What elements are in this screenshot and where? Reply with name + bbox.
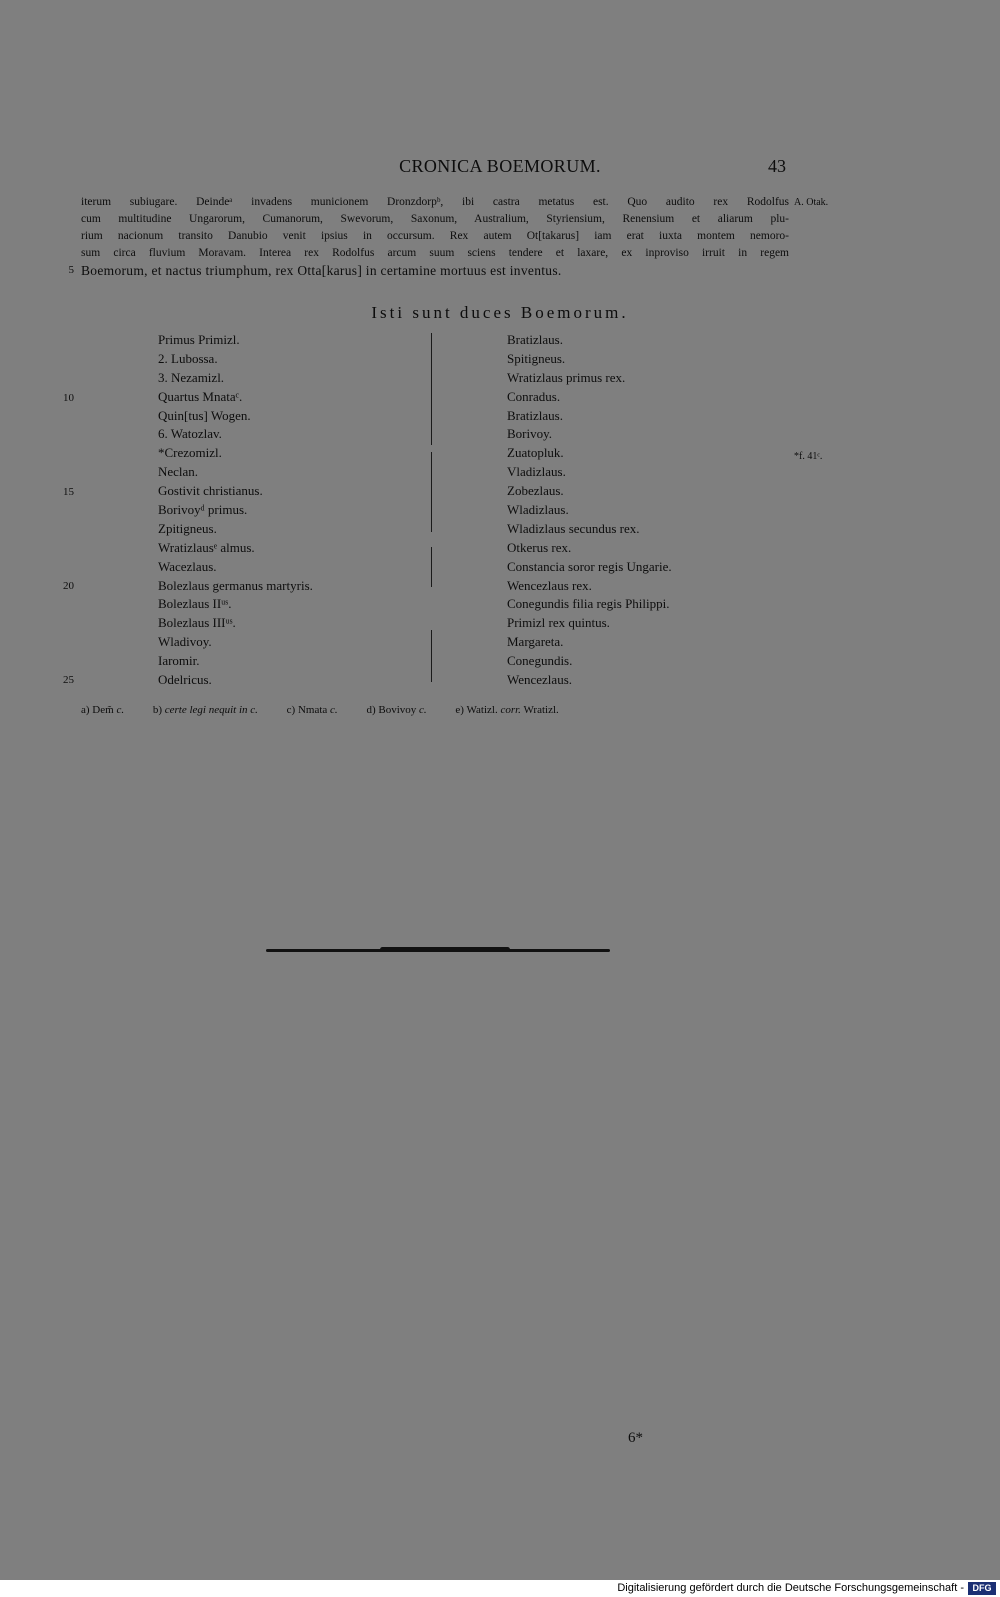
list-item: Wencezlaus rex. [507, 577, 592, 593]
list-item: 6. Watozlav. [158, 426, 222, 442]
list-item: Gostivit christianus. [158, 483, 263, 499]
list-item: Conegundis. [507, 653, 573, 669]
list-item: Vladizlaus. [507, 464, 566, 480]
list-item: Quartus Mnataᶜ. [158, 388, 243, 404]
footnote-e: e) Watizl. corr. Wratizl. [455, 704, 559, 716]
prose-line: iterum subiugare. Deindeᵃ invadens municionem Dronzdorpᵇ, ibi castra metatus est. Quo audito rex Rodolfus [81, 196, 789, 208]
running-title: CRONICA BOEMORUM. [399, 156, 601, 176]
footer-credit: Digitalisierung gefördert durch die Deutsche Forschungsgemeinschaft - [617, 1582, 964, 1594]
prose-line: Boemorum, et nactus triumphum, rex Otta[karus] in certamine mortuus est inventus. [81, 263, 562, 278]
list-item: Conegundis filia regis Philippi. [507, 596, 670, 612]
line-number: 5 [68, 264, 74, 276]
column-divider [431, 333, 432, 445]
line-number: 10 [63, 392, 74, 404]
list-item: Wacezlaus. [158, 558, 217, 574]
list-item: Iaromir. [158, 653, 200, 669]
list-item: Bolezlaus IIᵘˢ. [158, 596, 232, 612]
list-item: Constancia soror regis Ungarie. [507, 558, 672, 574]
prose-paragraph [81, 194, 789, 279]
footnote-d: d) Bovivoy c. [366, 704, 427, 716]
column-divider [431, 630, 432, 682]
list-item: *Crezomizl. [158, 445, 222, 461]
margin-note: A. Otak. [794, 197, 829, 208]
list-item: Quin[tus] Wogen. [158, 407, 251, 423]
line-number: 15 [63, 486, 74, 498]
list-item: Neclan. [158, 464, 199, 480]
end-rule-center [380, 947, 510, 952]
list-item: Wratizlaus primus rex. [507, 369, 626, 385]
list-item: Wencezlaus. [507, 672, 572, 688]
list-item: Spitigneus. [507, 350, 566, 366]
list-item: 3. Nezamizl. [158, 369, 225, 385]
list-item: Wratizlausᵉ almus. [158, 539, 255, 555]
footnote-a: a) Dem̃ c. [81, 704, 125, 716]
list-item: Borivoy. [507, 426, 553, 442]
list-item: Zobezlaus. [507, 483, 564, 499]
list-item: Bolezlaus germanus martyris. [158, 577, 313, 593]
margin-note: *f. 41ᶜ. [794, 451, 823, 462]
footnote-c: c) Nmata c. [286, 704, 338, 716]
footnote-b: b) certe legi nequit in c. [152, 704, 258, 716]
list-item: Wladizlaus secundus rex. [507, 520, 640, 536]
section-title: Isti sunt duces Boemorum. [371, 303, 629, 322]
list-item: Bolezlaus IIIᵘˢ. [158, 615, 236, 631]
footer-bar [0, 1580, 1000, 1597]
list-item: Wladizlaus. [507, 502, 569, 518]
dfg-logo: DFG [968, 1582, 996, 1595]
list-item: Primizl rex quintus. [507, 615, 610, 631]
list-item: Otkerus rex. [507, 539, 572, 555]
list-item: 2. Lubossa. [158, 350, 218, 366]
list-item: Zuatopluk. [507, 445, 564, 461]
signature-mark: 6* [628, 1430, 643, 1446]
list-item: Bratizlaus. [507, 332, 563, 347]
line-number: 25 [63, 674, 74, 686]
list-item: Wladivoy. [158, 634, 212, 650]
list-item: Zpitigneus. [158, 520, 217, 536]
dukes-list-right [507, 331, 672, 690]
line-number: 20 [63, 580, 74, 592]
list-item: Margareta. [507, 634, 564, 650]
list-item: Odelricus. [158, 672, 212, 688]
list-item: Borivoyᵈ primus. [158, 502, 248, 518]
column-divider [431, 452, 432, 532]
prose-line: rium nacionum transito Danubio venit ipsius in occursum. Rex autem Ot[takarus] iam erat iuxta montem nemoro- [81, 230, 789, 242]
footnotes [81, 704, 585, 716]
list-item: Bratizlaus. [507, 407, 563, 423]
list-item: Primus Primizl. [158, 332, 240, 347]
dukes-list-left [158, 331, 313, 690]
page-number: 43 [768, 156, 786, 176]
list-item: Conradus. [507, 388, 561, 404]
column-divider [431, 547, 432, 587]
prose-line: sum circa fluvium Moravam. Interea rex Rodolfus arcum suum sciens tendere et laxare, ex inproviso irruit in regem [81, 247, 789, 259]
prose-line: cum multitudine Ungarorum, Cumanorum, Swevorum, Saxonum, Australium, Styriensium, Renensium et aliarum plu- [81, 213, 789, 225]
